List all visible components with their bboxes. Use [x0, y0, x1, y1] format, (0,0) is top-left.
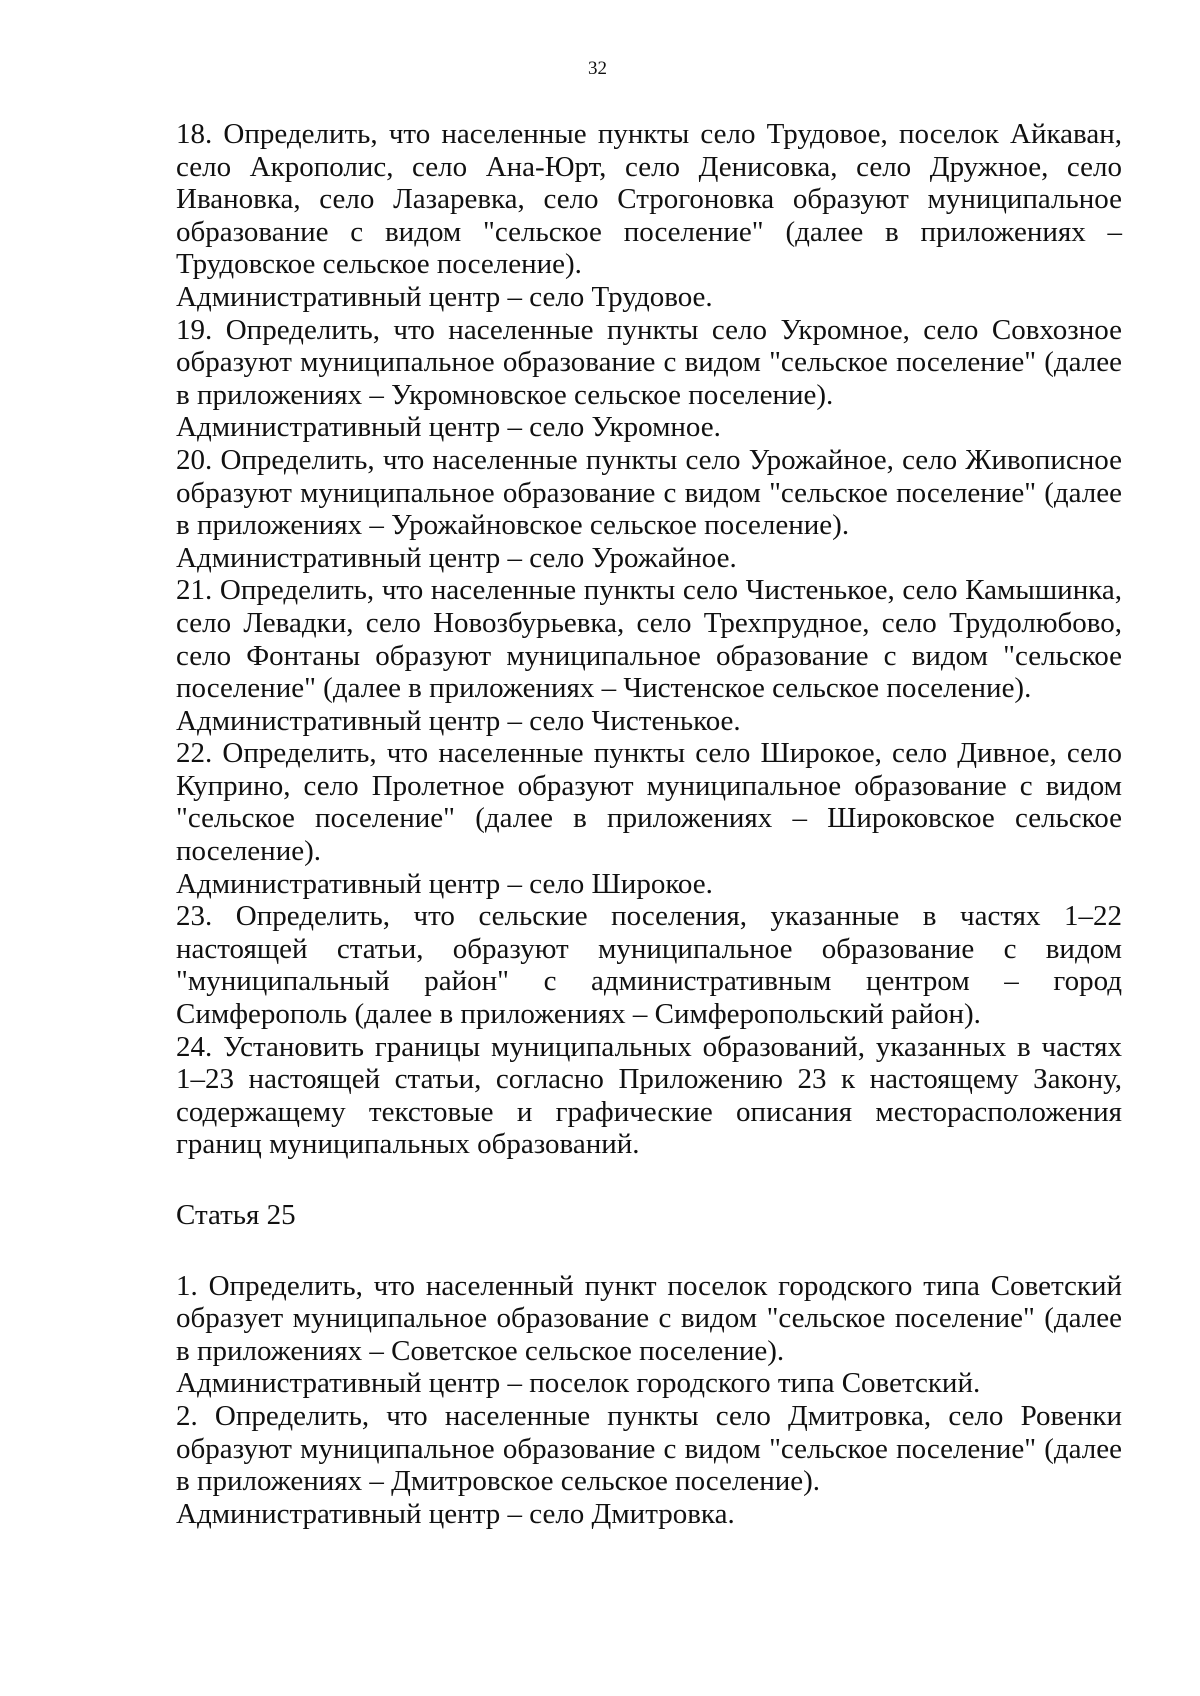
paragraph-18: 18. Определить, что населенные пункты село Трудовое, поселок Айкаван, село Акрополис, село Ана-Юрт, село Денисовка, село Дружное, село Ивановка, село Лазаревка, село Строгоновка образуют муниципальное образование с видом "сельское поселение" (далее в приложениях – Трудовское сельское поселение). — [176, 118, 1122, 281]
document-body — [176, 118, 1122, 1530]
paragraph-21: 21. Определить, что населенные пункты село Чистенькое, село Камышинка, село Левадки, село Новозбурьевка, село Трехпрудное, село Трудолюбово, село Фонтаны образуют муниципальное образование с видом "сельское поселение" (далее в приложениях – Чистенское сельское поселение). — [176, 574, 1122, 705]
article-25-admin-center-1: Административный центр – поселок городского типа Советский. — [176, 1367, 981, 1400]
page-number: 32 — [588, 58, 607, 79]
article-25-heading: Статья 25 — [176, 1199, 296, 1231]
admin-center-19: Административный центр – село Укромное. — [176, 411, 721, 444]
paragraph-20: 20. Определить, что населенные пункты село Урожайное, село Живописное образуют муниципальное образование с видом "сельское поселение" (далее в приложениях – Урожайновское сельское поселение). — [176, 443, 1122, 542]
paragraph-24: 24. Установить границы муниципальных образований, указанных в частях 1–23 настоящей статьи, согласно Приложению 23 к настоящему Закону, содержащему текстовые и графические описания месторасположения границ муниципальных образований. — [176, 1030, 1122, 1161]
paragraph-23: 23. Определить, что сельские поселения, указанные в частях 1–22 настоящей статьи, образуют муниципальное образование с видом "муниципальный район" с административным центром – город Симферополь (далее в приложениях – Симферопольский район). — [176, 900, 1122, 1031]
paragraph-22: 22. Определить, что населенные пункты село Широкое, село Дивное, село Куприно, село Пролетное образуют муниципальное образование с видом "сельское поселение" (далее в приложениях – Широковское сельское поселение). — [176, 737, 1122, 868]
article-25-paragraph-2: 2. Определить, что населенные пункты село Дмитровка, село Ровенки образуют муниципальное образование с видом "сельское поселение" (далее в приложениях – Дмитровское сельское поселение). — [176, 1399, 1122, 1498]
article-25-admin-center-2: Административный центр – село Дмитровка. — [176, 1497, 735, 1530]
article-25-paragraph-1: 1. Определить, что населенный пункт поселок городского типа Советский образует муниципальное образование с видом "сельское поселение" (далее в приложениях – Советское сельское поселение). — [176, 1269, 1122, 1367]
admin-center-22: Административный центр – село Широкое. — [176, 867, 713, 900]
admin-center-20: Административный центр – село Урожайное. — [176, 541, 737, 574]
admin-center-21: Административный центр – село Чистенькое. — [176, 704, 741, 737]
admin-center-18: Административный центр – село Трудовое. — [176, 280, 713, 313]
paragraph-19: 19. Определить, что населенные пункты село Укромное, село Совхозное образуют муниципальное образование с видом "сельское поселение" (далее в приложениях – Укромновское сельское поселение). — [176, 313, 1122, 411]
